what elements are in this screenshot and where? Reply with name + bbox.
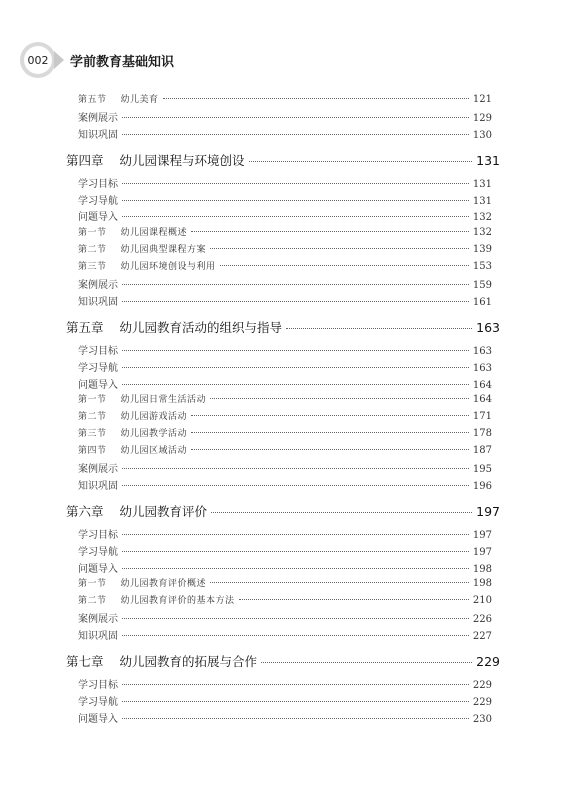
page-number-ref: 198 bbox=[472, 578, 492, 590]
toc-item-row[interactable] bbox=[66, 610, 500, 627]
page-number-ref: 198 bbox=[472, 563, 492, 575]
toc-section-row[interactable] bbox=[66, 426, 500, 443]
section-number: 第二节 bbox=[78, 596, 107, 607]
page-number-circle bbox=[20, 42, 56, 78]
badge-arrow-icon bbox=[54, 51, 64, 69]
chapter-number: 第五章 bbox=[66, 319, 104, 335]
dot-leader bbox=[220, 265, 469, 266]
toc-section-row[interactable] bbox=[66, 576, 500, 593]
section-title: 幼儿园环境创设与利用 bbox=[120, 262, 216, 273]
item-title: 学习导航 bbox=[78, 195, 118, 207]
toc-section-row[interactable] bbox=[66, 242, 500, 259]
toc-item-row[interactable] bbox=[66, 208, 500, 225]
page-number-ref: 163 bbox=[472, 362, 492, 374]
item-title: 问题导入 bbox=[78, 212, 118, 224]
page-number-ref: 196 bbox=[472, 480, 492, 492]
section-number: 第一节 bbox=[78, 395, 107, 406]
page-number-ref: 226 bbox=[472, 614, 492, 626]
page-number-ref: 210 bbox=[472, 595, 492, 607]
dot-leader bbox=[122, 284, 469, 285]
chapter-page: 197 bbox=[476, 503, 500, 519]
toc-section-row[interactable] bbox=[66, 92, 500, 109]
toc-section-row[interactable] bbox=[66, 392, 500, 409]
toc-section-row[interactable] bbox=[66, 593, 500, 610]
chapter-number: 第四章 bbox=[66, 152, 104, 168]
section-title: 幼儿园典型课程方案 bbox=[120, 245, 207, 256]
toc-section-row[interactable] bbox=[66, 409, 500, 426]
dot-leader bbox=[122, 384, 469, 385]
item-title: 知识巩固 bbox=[78, 296, 118, 308]
section-number: 第五节 bbox=[78, 95, 107, 105]
chapter-page: 163 bbox=[476, 319, 500, 335]
item-title: 知识巩固 bbox=[78, 631, 118, 643]
toc-item-row[interactable] bbox=[66, 627, 500, 644]
section-number: 第一节 bbox=[78, 228, 107, 239]
dot-leader bbox=[122, 551, 469, 552]
section-number: 第二节 bbox=[78, 245, 107, 256]
dot-leader bbox=[122, 468, 469, 469]
page-number-ref: 227 bbox=[472, 631, 492, 643]
page-number-ref: 132 bbox=[472, 227, 492, 239]
dot-leader bbox=[191, 432, 469, 433]
page-number-ref: 161 bbox=[472, 296, 492, 308]
chapter-title: 幼儿园课程与环境创设 bbox=[119, 152, 245, 168]
dot-leader bbox=[261, 662, 472, 663]
page-number-ref: 164 bbox=[472, 379, 492, 391]
dot-leader bbox=[211, 512, 472, 513]
page-number-ref: 159 bbox=[472, 280, 492, 292]
dot-leader bbox=[122, 701, 469, 702]
item-title: 案例展示 bbox=[78, 464, 118, 476]
chapter-title: 幼儿园教育活动的组织与指导 bbox=[119, 319, 283, 335]
page-number-ref: 139 bbox=[472, 244, 492, 256]
page-number-ref: 187 bbox=[472, 445, 492, 457]
item-title: 学习目标 bbox=[78, 345, 118, 357]
page-number-ref: 121 bbox=[472, 94, 492, 105]
dot-leader bbox=[122, 635, 469, 636]
section-title: 幼儿园日常生活活动 bbox=[120, 395, 207, 406]
chapter-number: 第六章 bbox=[66, 503, 104, 519]
page-number-ref: 171 bbox=[472, 411, 492, 423]
toc-item-row[interactable] bbox=[66, 175, 500, 192]
toc-item-row[interactable] bbox=[66, 359, 500, 376]
dot-leader bbox=[122, 117, 469, 118]
item-title: 学习导航 bbox=[78, 696, 118, 708]
item-title: 学习导航 bbox=[78, 546, 118, 558]
item-title: 问题导入 bbox=[78, 563, 118, 575]
section-number: 第三节 bbox=[78, 429, 107, 440]
dot-leader bbox=[191, 415, 469, 416]
item-title: 学习目标 bbox=[78, 680, 118, 692]
chapter-heading[interactable] bbox=[66, 652, 500, 674]
page-number-ref: 178 bbox=[472, 428, 492, 440]
item-title: 问题导入 bbox=[78, 713, 118, 725]
page-number-ref: 153 bbox=[472, 261, 492, 273]
page-number-ref: 197 bbox=[472, 529, 492, 541]
dot-leader bbox=[122, 301, 469, 302]
chapter-heading[interactable] bbox=[66, 318, 500, 340]
item-title: 问题导入 bbox=[78, 379, 118, 391]
page-number-ref: 230 bbox=[472, 713, 492, 725]
page-number-ref: 129 bbox=[472, 112, 492, 124]
dot-leader bbox=[122, 183, 469, 184]
toc-section-row[interactable] bbox=[66, 443, 500, 460]
page-number-badge bbox=[20, 42, 64, 78]
section-number: 第四节 bbox=[78, 446, 107, 457]
dot-leader bbox=[122, 534, 469, 535]
page-number-ref: 197 bbox=[472, 546, 492, 558]
dot-leader bbox=[122, 200, 469, 201]
dot-leader bbox=[122, 350, 469, 351]
dot-leader bbox=[191, 449, 469, 450]
dot-leader bbox=[286, 328, 472, 329]
chapter-heading[interactable] bbox=[66, 151, 500, 173]
toc-section-row[interactable] bbox=[66, 225, 500, 242]
section-number: 第二节 bbox=[78, 412, 107, 423]
toc-item-row[interactable] bbox=[66, 342, 500, 359]
dot-leader bbox=[122, 367, 469, 368]
item-title: 知识巩固 bbox=[78, 480, 118, 492]
toc-item-row[interactable] bbox=[66, 560, 500, 577]
chapter-page: 131 bbox=[476, 152, 500, 168]
toc-item-row[interactable] bbox=[66, 460, 500, 477]
toc-item-row[interactable] bbox=[66, 109, 500, 126]
item-title: 知识巩固 bbox=[78, 129, 118, 141]
dot-leader bbox=[239, 599, 469, 600]
dot-leader bbox=[163, 98, 469, 99]
page-number-ref: 163 bbox=[472, 345, 492, 357]
chapter-title: 幼儿园教育评价 bbox=[119, 503, 208, 519]
item-title: 学习目标 bbox=[78, 178, 118, 190]
page-header bbox=[20, 42, 174, 78]
page-number-ref: 131 bbox=[472, 178, 492, 190]
chapter-heading[interactable] bbox=[66, 502, 500, 524]
page-number-ref: 229 bbox=[472, 696, 492, 708]
page-number-ref: 131 bbox=[472, 195, 492, 207]
dot-leader bbox=[210, 582, 469, 583]
book-title: 学前教育基础知识 bbox=[70, 54, 175, 70]
dot-leader bbox=[191, 231, 469, 232]
toc-item-row[interactable] bbox=[66, 710, 500, 727]
item-title: 案例展示 bbox=[78, 614, 118, 626]
toc-item-row[interactable] bbox=[66, 126, 500, 143]
section-number: 第三节 bbox=[78, 262, 107, 273]
toc-item-row[interactable] bbox=[66, 477, 500, 494]
section-title: 幼儿园教学活动 bbox=[120, 429, 188, 440]
section-number: 第一节 bbox=[78, 579, 107, 590]
dot-leader bbox=[122, 684, 469, 685]
toc-item-row[interactable] bbox=[66, 293, 500, 310]
toc-item-row[interactable] bbox=[66, 276, 500, 293]
toc-item-row[interactable] bbox=[66, 693, 500, 710]
page-number-ref: 164 bbox=[472, 394, 492, 406]
page-number-ref: 132 bbox=[472, 212, 492, 224]
dot-leader bbox=[210, 248, 469, 249]
page-number-ref: 130 bbox=[472, 129, 492, 141]
dot-leader bbox=[249, 161, 473, 162]
page-number-ref: 229 bbox=[472, 680, 492, 692]
section-title: 幼儿园教育评价概述 bbox=[120, 579, 207, 590]
section-title: 幼儿园教育评价的基本方法 bbox=[120, 596, 235, 607]
chapter-title: 幼儿园教育的拓展与合作 bbox=[119, 654, 258, 670]
dot-leader bbox=[210, 398, 469, 399]
section-title: 幼儿美育 bbox=[120, 95, 159, 105]
dot-leader bbox=[122, 485, 469, 486]
section-title: 幼儿园课程概述 bbox=[120, 228, 188, 239]
toc-item-row[interactable] bbox=[66, 192, 500, 209]
dot-leader bbox=[122, 718, 469, 719]
dot-leader bbox=[122, 568, 469, 569]
page-number-ref: 195 bbox=[472, 464, 492, 476]
item-title: 学习目标 bbox=[78, 529, 118, 541]
toc-section-row[interactable] bbox=[66, 259, 500, 276]
chapter-number: 第七章 bbox=[66, 654, 104, 670]
toc-item-row[interactable] bbox=[66, 543, 500, 560]
section-title: 幼儿园区域活动 bbox=[120, 446, 188, 457]
dot-leader bbox=[122, 134, 469, 135]
page-number: 002 bbox=[24, 46, 52, 74]
item-title: 学习导航 bbox=[78, 362, 118, 374]
item-title: 案例展示 bbox=[78, 112, 118, 124]
item-title: 案例展示 bbox=[78, 280, 118, 292]
table-of-contents bbox=[66, 92, 500, 727]
toc-item-row[interactable] bbox=[66, 376, 500, 393]
dot-leader bbox=[122, 216, 469, 217]
toc-item-row[interactable] bbox=[66, 526, 500, 543]
chapter-page: 229 bbox=[476, 654, 500, 670]
section-title: 幼儿园游戏活动 bbox=[120, 412, 188, 423]
dot-leader bbox=[122, 618, 469, 619]
toc-item-row[interactable] bbox=[66, 676, 500, 693]
